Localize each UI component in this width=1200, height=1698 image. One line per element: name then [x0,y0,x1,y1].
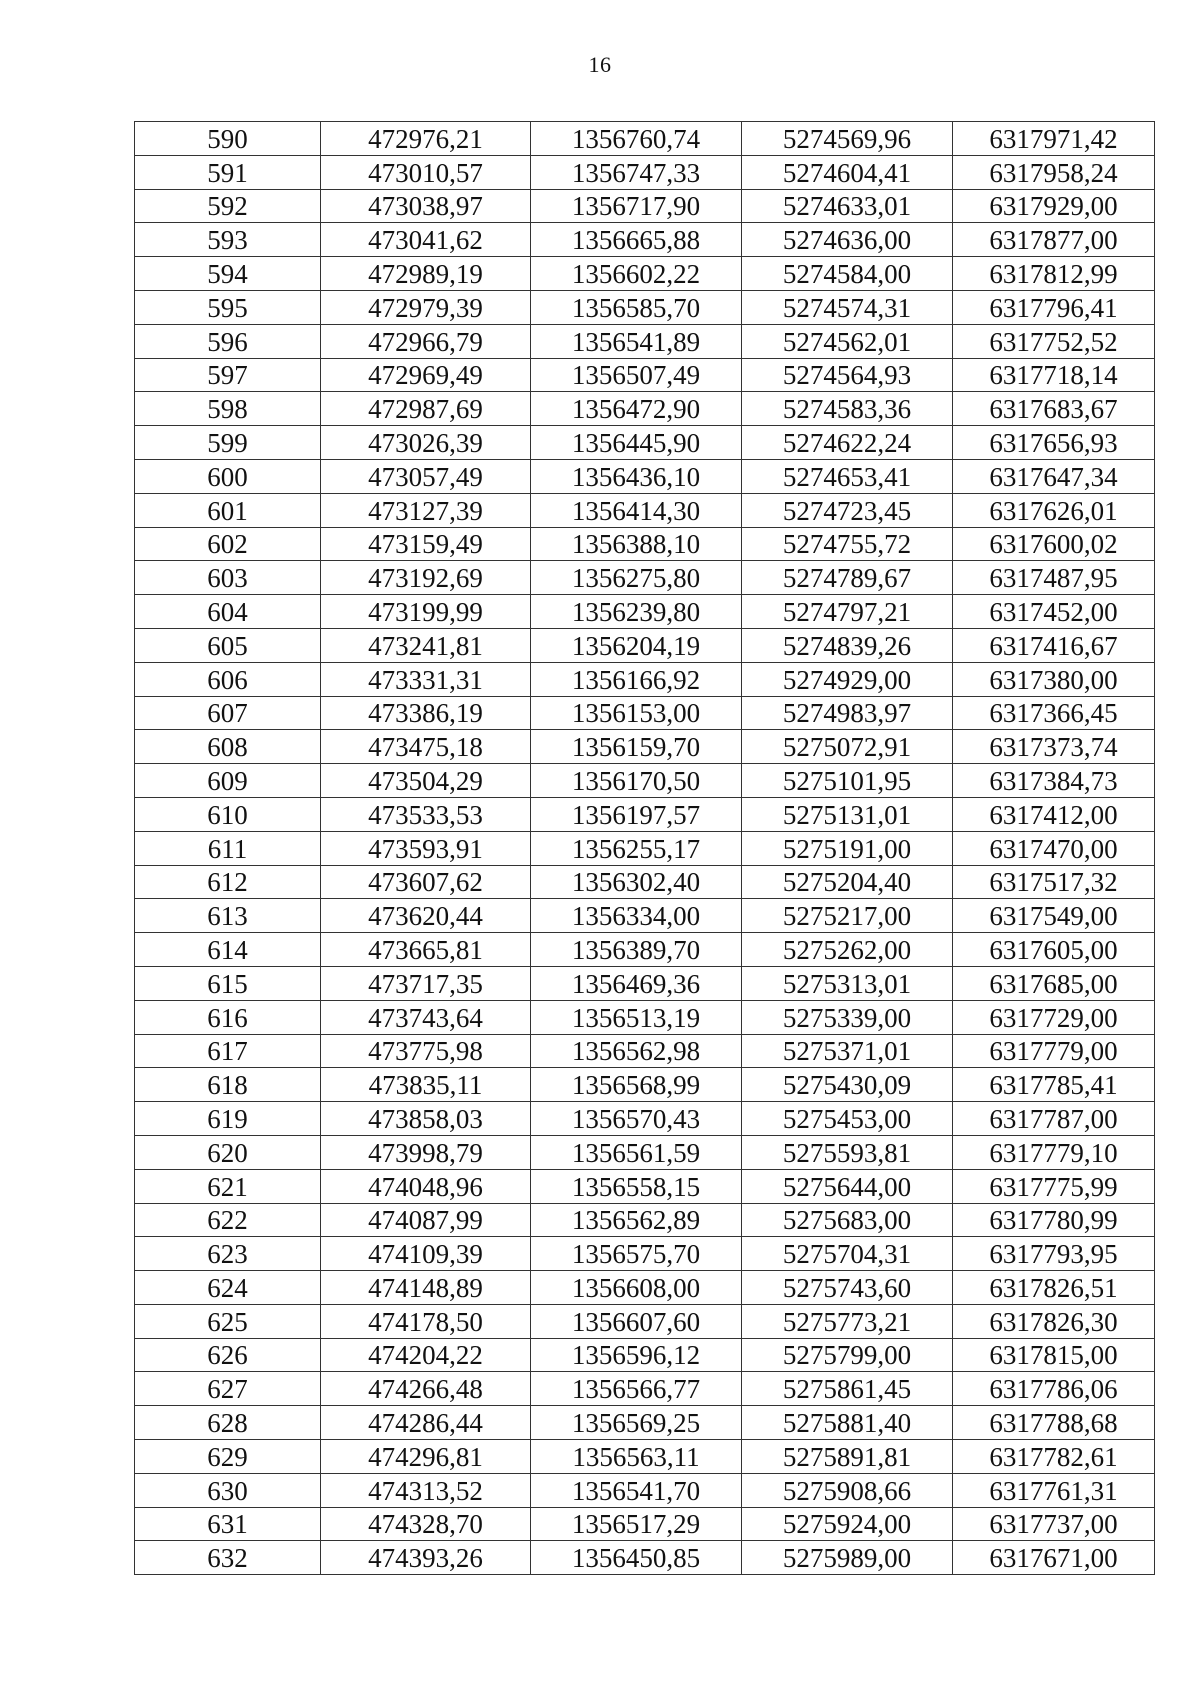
point-number-cell: 616 [135,1000,321,1034]
table-row [135,1473,1155,1507]
table-row [135,1304,1155,1338]
y-coordinate-cell: 1356302,40 [531,865,742,899]
table-row [135,1338,1155,1372]
point-number-cell: 606 [135,662,321,696]
point-number-cell: 615 [135,966,321,1000]
y-coordinate-cell: 1356507,49 [531,358,742,392]
x-coordinate-cell: 474204,22 [321,1338,531,1372]
y-coordinate-alt-cell: 6317600,02 [953,527,1155,561]
coordinates-table [134,121,1155,1575]
y-coordinate-cell: 1356255,17 [531,831,742,865]
point-number-cell: 591 [135,155,321,189]
x-coordinate-cell: 473331,31 [321,662,531,696]
point-number-cell: 631 [135,1507,321,1541]
point-number-cell: 608 [135,730,321,764]
y-coordinate-cell: 1356541,89 [531,324,742,358]
table-row [135,257,1155,291]
y-coordinate-alt-cell: 6317779,10 [953,1135,1155,1169]
y-coordinate-alt-cell: 6317775,99 [953,1169,1155,1203]
y-coordinate-alt-cell: 6317517,32 [953,865,1155,899]
x-coordinate-alt-cell: 5274569,96 [742,122,953,156]
y-coordinate-alt-cell: 6317671,00 [953,1541,1155,1575]
y-coordinate-cell: 1356445,90 [531,426,742,460]
y-coordinate-cell: 1356389,70 [531,933,742,967]
y-coordinate-alt-cell: 6317793,95 [953,1237,1155,1271]
y-coordinate-cell: 1356436,10 [531,459,742,493]
y-coordinate-alt-cell: 6317815,00 [953,1338,1155,1372]
point-number-cell: 629 [135,1440,321,1474]
y-coordinate-cell: 1356569,25 [531,1406,742,1440]
point-number-cell: 594 [135,257,321,291]
point-number-cell: 620 [135,1135,321,1169]
table-row [135,1068,1155,1102]
x-coordinate-alt-cell: 5275430,09 [742,1068,953,1102]
y-coordinate-alt-cell: 6317412,00 [953,797,1155,831]
x-coordinate-cell: 474313,52 [321,1473,531,1507]
x-coordinate-cell: 473386,19 [321,696,531,730]
x-coordinate-cell: 474087,99 [321,1203,531,1237]
point-number-cell: 605 [135,628,321,662]
x-coordinate-alt-cell: 5275704,31 [742,1237,953,1271]
point-number-cell: 621 [135,1169,321,1203]
x-coordinate-alt-cell: 5274584,00 [742,257,953,291]
point-number-cell: 627 [135,1372,321,1406]
x-coordinate-cell: 473057,49 [321,459,531,493]
x-coordinate-cell: 473241,81 [321,628,531,662]
y-coordinate-alt-cell: 6317779,00 [953,1034,1155,1068]
x-coordinate-cell: 472987,69 [321,392,531,426]
y-coordinate-cell: 1356170,50 [531,764,742,798]
table-row [135,1169,1155,1203]
table-row [135,493,1155,527]
x-coordinate-alt-cell: 5274983,97 [742,696,953,730]
x-coordinate-alt-cell: 5275743,60 [742,1271,953,1305]
x-coordinate-alt-cell: 5274622,24 [742,426,953,460]
point-number-cell: 625 [135,1304,321,1338]
y-coordinate-cell: 1356239,80 [531,595,742,629]
y-coordinate-cell: 1356585,70 [531,290,742,324]
table-row [135,358,1155,392]
table-row [135,1271,1155,1305]
x-coordinate-alt-cell: 5275881,40 [742,1406,953,1440]
table-row [135,899,1155,933]
table-row [135,764,1155,798]
y-coordinate-alt-cell: 6317780,99 [953,1203,1155,1237]
x-coordinate-alt-cell: 5274755,72 [742,527,953,561]
y-coordinate-alt-cell: 6317647,34 [953,459,1155,493]
point-number-cell: 596 [135,324,321,358]
y-coordinate-cell: 1356513,19 [531,1000,742,1034]
table-row [135,527,1155,561]
x-coordinate-cell: 473199,99 [321,595,531,629]
x-coordinate-alt-cell: 5274723,45 [742,493,953,527]
point-number-cell: 595 [135,290,321,324]
x-coordinate-cell: 473607,62 [321,865,531,899]
table-row [135,1541,1155,1575]
y-coordinate-cell: 1356570,43 [531,1102,742,1136]
x-coordinate-cell: 474393,26 [321,1541,531,1575]
x-coordinate-cell: 473858,03 [321,1102,531,1136]
point-number-cell: 614 [135,933,321,967]
y-coordinate-cell: 1356275,80 [531,561,742,595]
table-row [135,1135,1155,1169]
y-coordinate-cell: 1356665,88 [531,223,742,257]
x-coordinate-cell: 474109,39 [321,1237,531,1271]
y-coordinate-alt-cell: 6317366,45 [953,696,1155,730]
table-row [135,290,1155,324]
table-row [135,966,1155,1000]
point-number-cell: 598 [135,392,321,426]
y-coordinate-cell: 1356562,89 [531,1203,742,1237]
x-coordinate-cell: 473775,98 [321,1034,531,1068]
x-coordinate-cell: 473159,49 [321,527,531,561]
x-coordinate-cell: 472979,39 [321,290,531,324]
x-coordinate-cell: 473038,97 [321,189,531,223]
y-coordinate-alt-cell: 6317788,68 [953,1406,1155,1440]
y-coordinate-alt-cell: 6317752,52 [953,324,1155,358]
point-number-cell: 600 [135,459,321,493]
x-coordinate-alt-cell: 5274636,00 [742,223,953,257]
y-coordinate-alt-cell: 6317826,30 [953,1304,1155,1338]
table-row [135,797,1155,831]
x-coordinate-cell: 474328,70 [321,1507,531,1541]
point-number-cell: 593 [135,223,321,257]
x-coordinate-cell: 473475,18 [321,730,531,764]
y-coordinate-alt-cell: 6317626,01 [953,493,1155,527]
table-row [135,1203,1155,1237]
y-coordinate-alt-cell: 6317384,73 [953,764,1155,798]
point-number-cell: 617 [135,1034,321,1068]
y-coordinate-cell: 1356166,92 [531,662,742,696]
y-coordinate-alt-cell: 6317380,00 [953,662,1155,696]
y-coordinate-cell: 1356334,00 [531,899,742,933]
y-coordinate-cell: 1356204,19 [531,628,742,662]
x-coordinate-cell: 474148,89 [321,1271,531,1305]
x-coordinate-alt-cell: 5275453,00 [742,1102,953,1136]
point-number-cell: 632 [135,1541,321,1575]
y-coordinate-alt-cell: 6317737,00 [953,1507,1155,1541]
y-coordinate-cell: 1356596,12 [531,1338,742,1372]
point-number-cell: 590 [135,122,321,156]
y-coordinate-cell: 1356541,70 [531,1473,742,1507]
x-coordinate-cell: 474266,48 [321,1372,531,1406]
table-row [135,865,1155,899]
y-coordinate-alt-cell: 6317470,00 [953,831,1155,865]
x-coordinate-alt-cell: 5275989,00 [742,1541,953,1575]
x-coordinate-alt-cell: 5275924,00 [742,1507,953,1541]
table-row [135,189,1155,223]
point-number-cell: 602 [135,527,321,561]
point-number-cell: 619 [135,1102,321,1136]
y-coordinate-alt-cell: 6317785,41 [953,1068,1155,1102]
x-coordinate-cell: 472969,49 [321,358,531,392]
y-coordinate-alt-cell: 6317929,00 [953,189,1155,223]
y-coordinate-alt-cell: 6317685,00 [953,966,1155,1000]
point-number-cell: 592 [135,189,321,223]
table-row [135,459,1155,493]
y-coordinate-cell: 1356575,70 [531,1237,742,1271]
table-row [135,1406,1155,1440]
table-row [135,223,1155,257]
y-coordinate-alt-cell: 6317958,24 [953,155,1155,189]
y-coordinate-alt-cell: 6317812,99 [953,257,1155,291]
x-coordinate-cell: 472966,79 [321,324,531,358]
x-coordinate-alt-cell: 5275773,21 [742,1304,953,1338]
x-coordinate-alt-cell: 5274604,41 [742,155,953,189]
point-number-cell: 599 [135,426,321,460]
x-coordinate-alt-cell: 5274583,36 [742,392,953,426]
x-coordinate-alt-cell: 5275217,00 [742,899,953,933]
table-row [135,1372,1155,1406]
y-coordinate-alt-cell: 6317487,95 [953,561,1155,595]
point-number-cell: 604 [135,595,321,629]
x-coordinate-cell: 474296,81 [321,1440,531,1474]
table-row [135,628,1155,662]
y-coordinate-alt-cell: 6317729,00 [953,1000,1155,1034]
y-coordinate-cell: 1356561,59 [531,1135,742,1169]
y-coordinate-cell: 1356197,57 [531,797,742,831]
y-coordinate-cell: 1356608,00 [531,1271,742,1305]
x-coordinate-cell: 473504,29 [321,764,531,798]
x-coordinate-alt-cell: 5275799,00 [742,1338,953,1372]
point-number-cell: 612 [135,865,321,899]
table-row [135,1034,1155,1068]
x-coordinate-alt-cell: 5275204,40 [742,865,953,899]
table-row [135,1507,1155,1541]
y-coordinate-alt-cell: 6317452,00 [953,595,1155,629]
x-coordinate-cell: 473127,39 [321,493,531,527]
y-coordinate-cell: 1356517,29 [531,1507,742,1541]
x-coordinate-alt-cell: 5274797,21 [742,595,953,629]
point-number-cell: 618 [135,1068,321,1102]
y-coordinate-alt-cell: 6317605,00 [953,933,1155,967]
point-number-cell: 603 [135,561,321,595]
x-coordinate-cell: 473010,57 [321,155,531,189]
y-coordinate-cell: 1356388,10 [531,527,742,561]
y-coordinate-alt-cell: 6317796,41 [953,290,1155,324]
table-row [135,1440,1155,1474]
y-coordinate-alt-cell: 6317782,61 [953,1440,1155,1474]
y-coordinate-alt-cell: 6317787,00 [953,1102,1155,1136]
point-number-cell: 601 [135,493,321,527]
y-coordinate-alt-cell: 6317549,00 [953,899,1155,933]
x-coordinate-alt-cell: 5275339,00 [742,1000,953,1034]
y-coordinate-cell: 1356602,22 [531,257,742,291]
x-coordinate-cell: 474286,44 [321,1406,531,1440]
y-coordinate-cell: 1356562,98 [531,1034,742,1068]
table-row [135,1102,1155,1136]
x-coordinate-cell: 473998,79 [321,1135,531,1169]
x-coordinate-alt-cell: 5275191,00 [742,831,953,865]
x-coordinate-alt-cell: 5275644,00 [742,1169,953,1203]
point-number-cell: 610 [135,797,321,831]
point-number-cell: 613 [135,899,321,933]
point-number-cell: 628 [135,1406,321,1440]
point-number-cell: 626 [135,1338,321,1372]
table-row [135,324,1155,358]
point-number-cell: 630 [135,1473,321,1507]
coordinates-table-body [135,122,1155,1575]
x-coordinate-alt-cell: 5275593,81 [742,1135,953,1169]
y-coordinate-cell: 1356450,85 [531,1541,742,1575]
x-coordinate-alt-cell: 5274633,01 [742,189,953,223]
x-coordinate-cell: 474178,50 [321,1304,531,1338]
point-number-cell: 597 [135,358,321,392]
y-coordinate-cell: 1356472,90 [531,392,742,426]
y-coordinate-alt-cell: 6317656,93 [953,426,1155,460]
x-coordinate-cell: 473620,44 [321,899,531,933]
point-number-cell: 624 [135,1271,321,1305]
table-row [135,730,1155,764]
y-coordinate-alt-cell: 6317786,06 [953,1372,1155,1406]
x-coordinate-cell: 473593,91 [321,831,531,865]
x-coordinate-alt-cell: 5274929,00 [742,662,953,696]
x-coordinate-cell: 472976,21 [321,122,531,156]
y-coordinate-cell: 1356563,11 [531,1440,742,1474]
x-coordinate-cell: 473743,64 [321,1000,531,1034]
x-coordinate-cell: 473026,39 [321,426,531,460]
x-coordinate-alt-cell: 5275861,45 [742,1372,953,1406]
y-coordinate-cell: 1356607,60 [531,1304,742,1338]
y-coordinate-cell: 1356414,30 [531,493,742,527]
x-coordinate-cell: 473192,69 [321,561,531,595]
x-coordinate-alt-cell: 5275891,81 [742,1440,953,1474]
y-coordinate-alt-cell: 6317971,42 [953,122,1155,156]
x-coordinate-alt-cell: 5274574,31 [742,290,953,324]
x-coordinate-cell: 474048,96 [321,1169,531,1203]
table-row [135,933,1155,967]
x-coordinate-cell: 473041,62 [321,223,531,257]
x-coordinate-alt-cell: 5275908,66 [742,1473,953,1507]
x-coordinate-cell: 473665,81 [321,933,531,967]
y-coordinate-alt-cell: 6317826,51 [953,1271,1155,1305]
x-coordinate-cell: 473533,53 [321,797,531,831]
x-coordinate-alt-cell: 5275313,01 [742,966,953,1000]
point-number-cell: 622 [135,1203,321,1237]
x-coordinate-alt-cell: 5275101,95 [742,764,953,798]
y-coordinate-cell: 1356566,77 [531,1372,742,1406]
table-row [135,392,1155,426]
x-coordinate-alt-cell: 5274562,01 [742,324,953,358]
table-row [135,662,1155,696]
x-coordinate-alt-cell: 5274653,41 [742,459,953,493]
x-coordinate-alt-cell: 5275683,00 [742,1203,953,1237]
point-number-cell: 607 [135,696,321,730]
y-coordinate-cell: 1356568,99 [531,1068,742,1102]
y-coordinate-cell: 1356760,74 [531,122,742,156]
y-coordinate-cell: 1356717,90 [531,189,742,223]
x-coordinate-cell: 472989,19 [321,257,531,291]
x-coordinate-alt-cell: 5274789,67 [742,561,953,595]
y-coordinate-alt-cell: 6317373,74 [953,730,1155,764]
y-coordinate-alt-cell: 6317416,67 [953,628,1155,662]
table-row [135,426,1155,460]
x-coordinate-alt-cell: 5275371,01 [742,1034,953,1068]
y-coordinate-cell: 1356558,15 [531,1169,742,1203]
table-row [135,1000,1155,1034]
y-coordinate-alt-cell: 6317718,14 [953,358,1155,392]
x-coordinate-alt-cell: 5274839,26 [742,628,953,662]
table-row [135,122,1155,156]
table-row [135,1237,1155,1271]
x-coordinate-alt-cell: 5274564,93 [742,358,953,392]
point-number-cell: 623 [135,1237,321,1271]
y-coordinate-alt-cell: 6317683,67 [953,392,1155,426]
x-coordinate-alt-cell: 5275131,01 [742,797,953,831]
x-coordinate-alt-cell: 5275262,00 [742,933,953,967]
table-row [135,696,1155,730]
page-number: 16 [588,52,612,77]
y-coordinate-cell: 1356469,36 [531,966,742,1000]
x-coordinate-alt-cell: 5275072,91 [742,730,953,764]
y-coordinate-cell: 1356153,00 [531,696,742,730]
point-number-cell: 609 [135,764,321,798]
table-row [135,155,1155,189]
y-coordinate-alt-cell: 6317877,00 [953,223,1155,257]
table-row [135,561,1155,595]
table-row [135,595,1155,629]
x-coordinate-cell: 473717,35 [321,966,531,1000]
y-coordinate-cell: 1356747,33 [531,155,742,189]
y-coordinate-cell: 1356159,70 [531,730,742,764]
point-number-cell: 611 [135,831,321,865]
table-row [135,831,1155,865]
x-coordinate-cell: 473835,11 [321,1068,531,1102]
y-coordinate-alt-cell: 6317761,31 [953,1473,1155,1507]
